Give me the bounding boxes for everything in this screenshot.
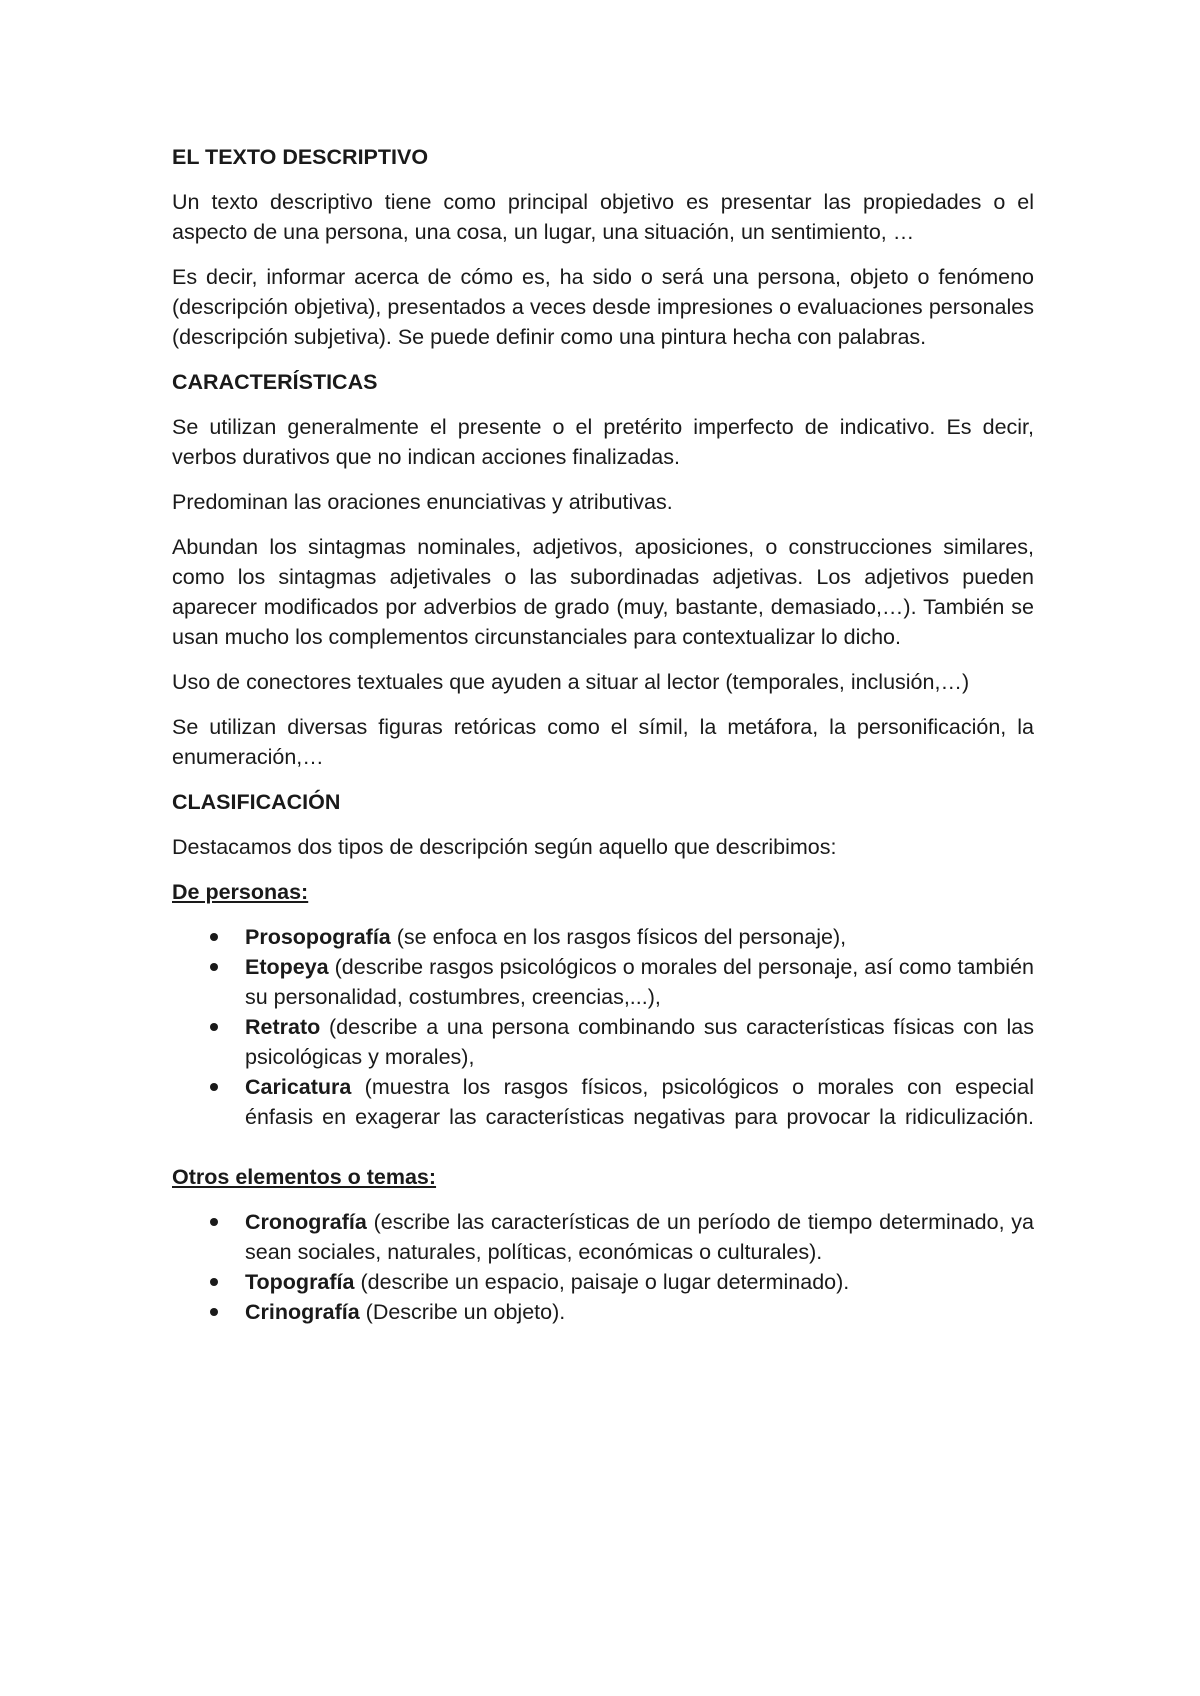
list-item (172, 1267, 1034, 1297)
list-item-text: (escribe las características de un período de tiempo determinado, ya sean sociales, naturales, políticas, económicas o culturales). (245, 1210, 1034, 1264)
list-item (172, 922, 1034, 952)
bullet-icon (210, 933, 218, 941)
subheading-de-personas: De personas: (172, 880, 309, 904)
section-heading-caracteristicas: CARACTERÍSTICAS (172, 370, 378, 394)
section-heading-clasificacion: CLASIFICACIÓN (172, 790, 341, 814)
list-item (172, 1072, 1034, 1132)
caracteristicas-paragraph-4: Uso de conectores textuales que ayuden a situar al lector (temporales, inclusión,…) (172, 670, 970, 694)
list-item-text: (describe rasgos psicológicos o morales del personaje, así como también su personalidad, costumbres, creencias,...), (245, 955, 1034, 1009)
list-item (172, 1012, 1034, 1072)
otros-list (172, 1207, 1034, 1327)
list-item-text: (muestra los rasgos físicos, psicológicos o morales con especial énfasis en exagerar las características negativas para provocar la ridiculización. (245, 1075, 1034, 1129)
list-item (172, 1297, 1034, 1327)
list-item-term: Caricatura (245, 1075, 352, 1099)
caracteristicas-paragraph-5: Se utilizan diversas figuras retóricas como el símil, la metáfora, la personificación, la enumeración,… (172, 715, 1034, 769)
list-item-text: (Describe un objeto). (359, 1300, 566, 1324)
caracteristicas-paragraph-3: Abundan los sintagmas nominales, adjetivos, aposiciones, o construcciones similares, como los sintagmas adjetivales o las subordinadas adjetivas. Los adjetivos pueden aparecer modificados por adverbios de grado (muy, bastante, demasiado,…). También se usan mucho los complementos circunstanciales para contextualizar lo dicho. (172, 535, 1034, 649)
list-item-term: Topografía (245, 1270, 355, 1294)
list-item-text: (describe un espacio, paisaje o lugar determinado). (354, 1270, 850, 1294)
bullet-icon (210, 1023, 218, 1031)
document-title: EL TEXTO DESCRIPTIVO (172, 145, 429, 169)
list-item-term: Retrato (245, 1015, 321, 1039)
caracteristicas-paragraph-2: Predominan las oraciones enunciativas y atributivas. (172, 490, 673, 514)
bullet-icon (210, 1218, 218, 1226)
list-item-text: (describe a una persona combinando sus características físicas con las psicológicas y morales), (245, 1015, 1034, 1069)
intro-paragraph-2: Es decir, informar acerca de cómo es, ha sido o será una persona, objeto o fenómeno (descripción objetiva), presentados a veces desde impresiones o evaluaciones personales (descripción subjetiva). Se puede definir como una pintura hecha con palabras. (172, 265, 1034, 349)
bullet-icon (210, 963, 218, 971)
bullet-icon (210, 1083, 218, 1091)
list-item (172, 952, 1034, 1012)
bullet-icon (210, 1278, 218, 1286)
list-item-term: Prosopografía (245, 925, 391, 949)
list-item-text: (se enfoca en los rasgos físicos del personaje), (390, 925, 847, 949)
list-item-term: Etopeya (245, 955, 329, 979)
personas-list (172, 922, 1034, 1132)
subheading-otros-elementos: Otros elementos o temas: (172, 1165, 437, 1189)
bullet-icon (210, 1308, 218, 1316)
intro-paragraph-1: Un texto descriptivo tiene como principal objetivo es presentar las propiedades o el aspecto de una persona, una cosa, un lugar, una situación, un sentimiento, … (172, 190, 1034, 244)
document-body (172, 142, 1034, 1327)
caracteristicas-paragraph-1: Se utilizan generalmente el presente o el pretérito imperfecto de indicativo. Es decir, verbos durativos que no indican acciones finalizadas. (172, 415, 1034, 469)
list-item-term: Crinografía (245, 1300, 360, 1324)
list-item-term: Cronografía (245, 1210, 367, 1234)
spacer (172, 1132, 1034, 1162)
list-item (172, 1207, 1034, 1267)
clasificacion-intro: Destacamos dos tipos de descripción según aquello que describimos: (172, 835, 837, 859)
